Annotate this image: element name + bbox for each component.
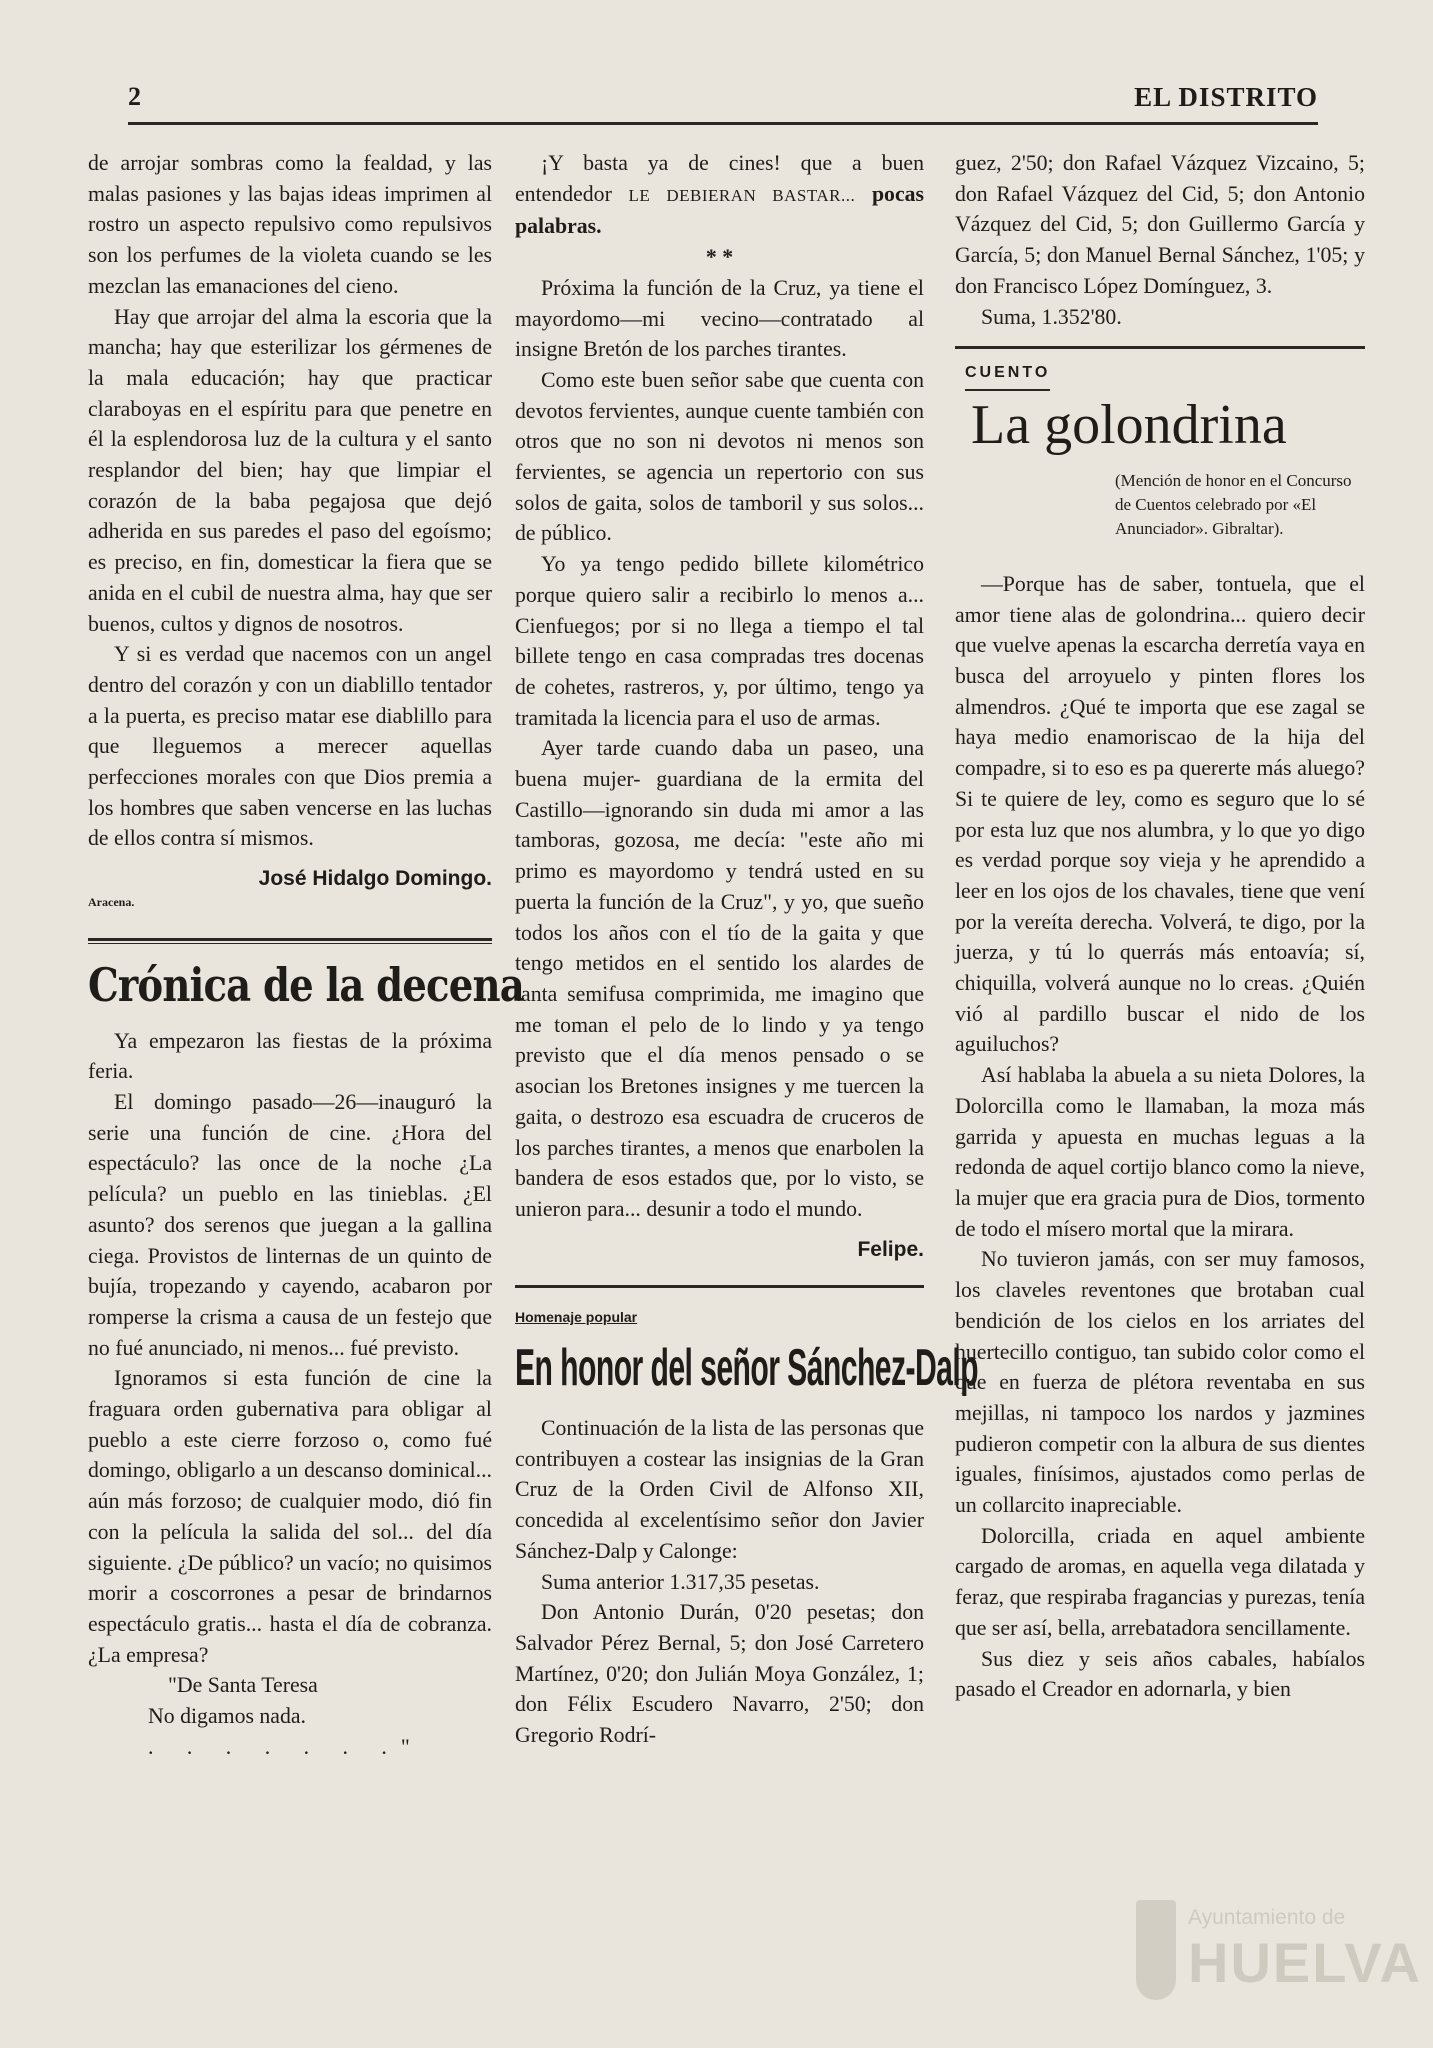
section-divider [88, 938, 492, 944]
cronica-quote-line: No digamos nada. [148, 1704, 306, 1729]
cronica-headline: Crónica de la decena [88, 957, 524, 1012]
section-divider [955, 346, 1365, 349]
column-right [955, 148, 1365, 1705]
cronica-paragraph: Ignoramos si esta función de cine la fraguara orden gubernativa para obligar al pueblo a este cierre forzoso o, como fué domingo, obligarlo a un descanso dominical... aún más forzoso; de cualquier modo, dió fin con la película la salida del sol... del día siguiente. ¿De público? un vacío; no quisimos morir a coscorrones a pesar de brindarnos espectáculo gratis... hasta el día de cobranza. ¿La empresa? [88, 1366, 492, 1667]
text-run-bold: pocas palabras. [515, 181, 925, 239]
honor-total: Suma, 1.352'80. [981, 304, 1122, 329]
honor-headline: En honor del señor Sánchez-Dalp [515, 1339, 978, 1398]
cronica-quote-line: "De Santa Teresa [168, 1673, 318, 1698]
section-asterisks: * * [705, 245, 734, 270]
watermark-line: HUELVA [1188, 1931, 1422, 1994]
cuento-paragraph: Dolorcilla, criada en aquel ambiente cargado de aromas, en aquella vega dilatada y feraz, que respiraba fragancias y purezas, tenía que ser así, bella, arrebatadora sencillamente. [955, 1523, 1365, 1640]
cuento-paragraph: Así hablaba la abuela a su nieta Dolores, la Dolorcilla como le llamaban, la moza más garrida y apuesta en muchas leguas a la redonda de aquel cortijo blanco como la nieve, la mujer que era gracia pura de Dios, tormento de todo el mísero mortal que la mirara. [955, 1063, 1365, 1241]
cronica-paragraph: Yo ya tengo pedido billete kilométrico porque quiero salir a recibirlo lo menos a... Cienfuegos; por si no llega a tiempo el tal billete tengo en casa compradas tres docenas de cohetes, rastreros, y, por último, tengo ya tramitada la licencia para el uso de armas. [515, 552, 924, 730]
honor-kicker: Homenaje popular [515, 1309, 638, 1326]
watermark-line: Ayuntamiento de [1188, 1906, 1346, 1929]
article-paragraph: de arrojar sombras como la fealdad, y las malas pasiones y las bajas ideas imprimen al rostro un aspecto repulsivo como repulsivos son los perfumes de la violeta cuando se les mezclan las emanaciones del cieno. [88, 151, 492, 298]
cuento-paragraph: No tuvieron jamás, con ser muy famosos, los claveles reventones que brotaban cual bendición de los cielos en los arriates del huertecillo contiguo, tan subido color como el que en fuerza de plétora reventaba en sus mejillas, ni tampoco los nardos y jazmines pudieron competir con la albura de sus dientes iguales, finísimos, ajustados como perlas de un collarcito inapreciable. [955, 1247, 1365, 1518]
honor-sum: Suma anterior 1.317,35 pesetas. [541, 1569, 820, 1594]
column-middle [515, 148, 978, 1751]
cuento-paragraph: Sus diez y seis años cabales, habíalos pasado el Creador en adornarla, y bien [955, 1646, 1365, 1702]
honor-paragraph: Continuación de la lista de las personas que contribuyen a costear las insignias de la Gran Cruz de la Orden Civil de Alfonso XII, concedida al excelentísimo señor don Javier Sánchez-Dalp y Calonge: [515, 1416, 924, 1563]
cuento-paragraph: —Porque has de saber, tontuela, que el amor tiene alas de golondrina... quiero decir que vuelve apenas la escarcha derretía vaya en busca del arroyuelo y pinten flores los almendros. ¿Qué te importa que ese zagal se haya medio enamoriscao de la hija del compadre, si to eso es pa quererte más aluego? Si te quiere de ley, como es seguro que lo sé por esta luz que nos alumbra, y lo que yo digo es verdad porque soy vieja y he aprendido a leer en los ojos de los chavales, tiene que vení por la vereíta derecha. Volverá, te digo, por la juerza, y tú lo querrás más entoavía; sí, chiquilla, volverá aunque no lo creas. ¿Quién vió al pardillo buscar el nido de los aguiluchos? [955, 571, 1365, 1057]
text-run-caps: LE DEBIERAN BASTAR... [628, 185, 856, 205]
article-place: Aracena. [88, 894, 135, 909]
archive-watermark [1136, 1900, 1422, 2020]
cronica-continuation [515, 148, 924, 242]
newspaper-name: EL DISTRITO [1134, 82, 1318, 112]
cuento-kicker: CUENTO [965, 358, 1050, 391]
page-number: 2 [128, 82, 141, 111]
text-run: ¡Y basta ya de cines! que a buen entendedor [515, 151, 924, 206]
honor-paragraph: Don Antonio Durán, 0'20 pesetas; don Salvador Pérez Bernal, 5; don José Carretero Martínez, 0'20; don Julián Moya González, 1; don Félix Escudero Navarro, 2'50; don Gregorio Rodrí- [515, 1600, 924, 1748]
cronica-paragraph: Próxima la función de la Cruz, ya tiene el mayordomo—mi vecino—contratado al insigne Bretón de los parches tirantes. [515, 275, 924, 362]
cuento-mention: (Mención de honor en el Concurso de Cuentos celebrado por «El Anunciador». Gibraltar). [1115, 470, 1352, 538]
article-author: José Hidalgo Domingo. [258, 867, 492, 891]
cronica-paragraph: Ya empezaron las fiestas de la próxima feria. [88, 1028, 492, 1084]
cronica-paragraph: Ayer tarde cuando daba un paseo, una buena mujer- guardiana de la ermita del Castillo—ignorando sin duda mi amor a las tamboras, gozosa, me decía: "este año mi primo es mayordomo y tendrá usted en su puerta la función de la Cruz", y yo, que sueño todos los años con el tío de la gaita y que tengo metidos en el sentido los alardes de tanta semifusa comprimida, me imagino que me toman el pelo de lo lindo y ya tengo previsto que el día menos pensado o se asocian los Bretones insignes y me tuercen la gaita, o destrozo esa escuadra de cruceros de los parches tirantes, a menos que enarbolen la bandera de esos estados que, por lo visto, se unieron para... desunir a todo el mundo. [515, 736, 924, 1221]
section-divider [515, 1285, 924, 1288]
cronica-paragraph: Como este buen señor sabe que cuenta con devotos fervientes, aunque cuente también con otros que no son ni devotos ni menos son fervientes, se agencia un repertorio con sus solos de gaita, solos de tamboril y sus solos... de público. [515, 367, 924, 546]
honor-list-continuation: guez, 2'50; don Rafael Vázquez Vizcaino, 5; don Rafael Vázquez del Cid, 5; don Antonio Vázquez del Cid, 5; don Guillermo García y García, 5; don Manuel Bernal Sánchez, 1'05; y don Francisco López Domínguez, 3. [955, 151, 1365, 298]
article-paragraph: Y si es verdad que nacemos con un angel dentro del corazón y con un diablillo tentador a la puerta, es preciso matar ese diablillo para que lleguemos a merecer aquellas perfecciones morales con que Dios premia a los hombres que saben vencerse en las luchas de ellos contra sí mismos. [88, 642, 492, 851]
cuento-headline: La golondrina [971, 393, 1287, 456]
article-paragraph: Hay que arrojar del alma la escoria que la mancha; hay que esterilizar los gérmenes de la mala educación; hay que practicar claraboyas en el espíritu para que penetre en él la esplendorosa luz de la cultura y el santo resplandor del bien; hay que limpiar el corazón de la baba pegajosa que dejó adherida en sus paredes el paso del egoísmo; es preciso, en fin, domesticar la fiera que se anida en el cubil de nuestra alma, hay que ser buenos, cultos y dignos de nosotros. [88, 304, 492, 636]
page-header [128, 78, 1318, 125]
column-left [88, 148, 524, 1762]
shield-icon [1136, 1900, 1176, 2000]
cronica-paragraph: El domingo pasado—26—inauguró la serie una función de cine. ¿Hora del espectáculo? las once de la noche ¿La película? un pueblo en las tinieblas. ¿El asunto? dos serenos que juegan a la gallina ciega. Provistos de linternas de un quinto de bujía, tropezando y cayendo, acabaron por romperse la crisma a causa de un festejo que no fué anunciado, ni menos... fué previsto. [88, 1089, 492, 1360]
cronica-author: Felipe. [857, 1237, 924, 1261]
cronica-dots: . . . . . . ." [148, 1734, 424, 1759]
